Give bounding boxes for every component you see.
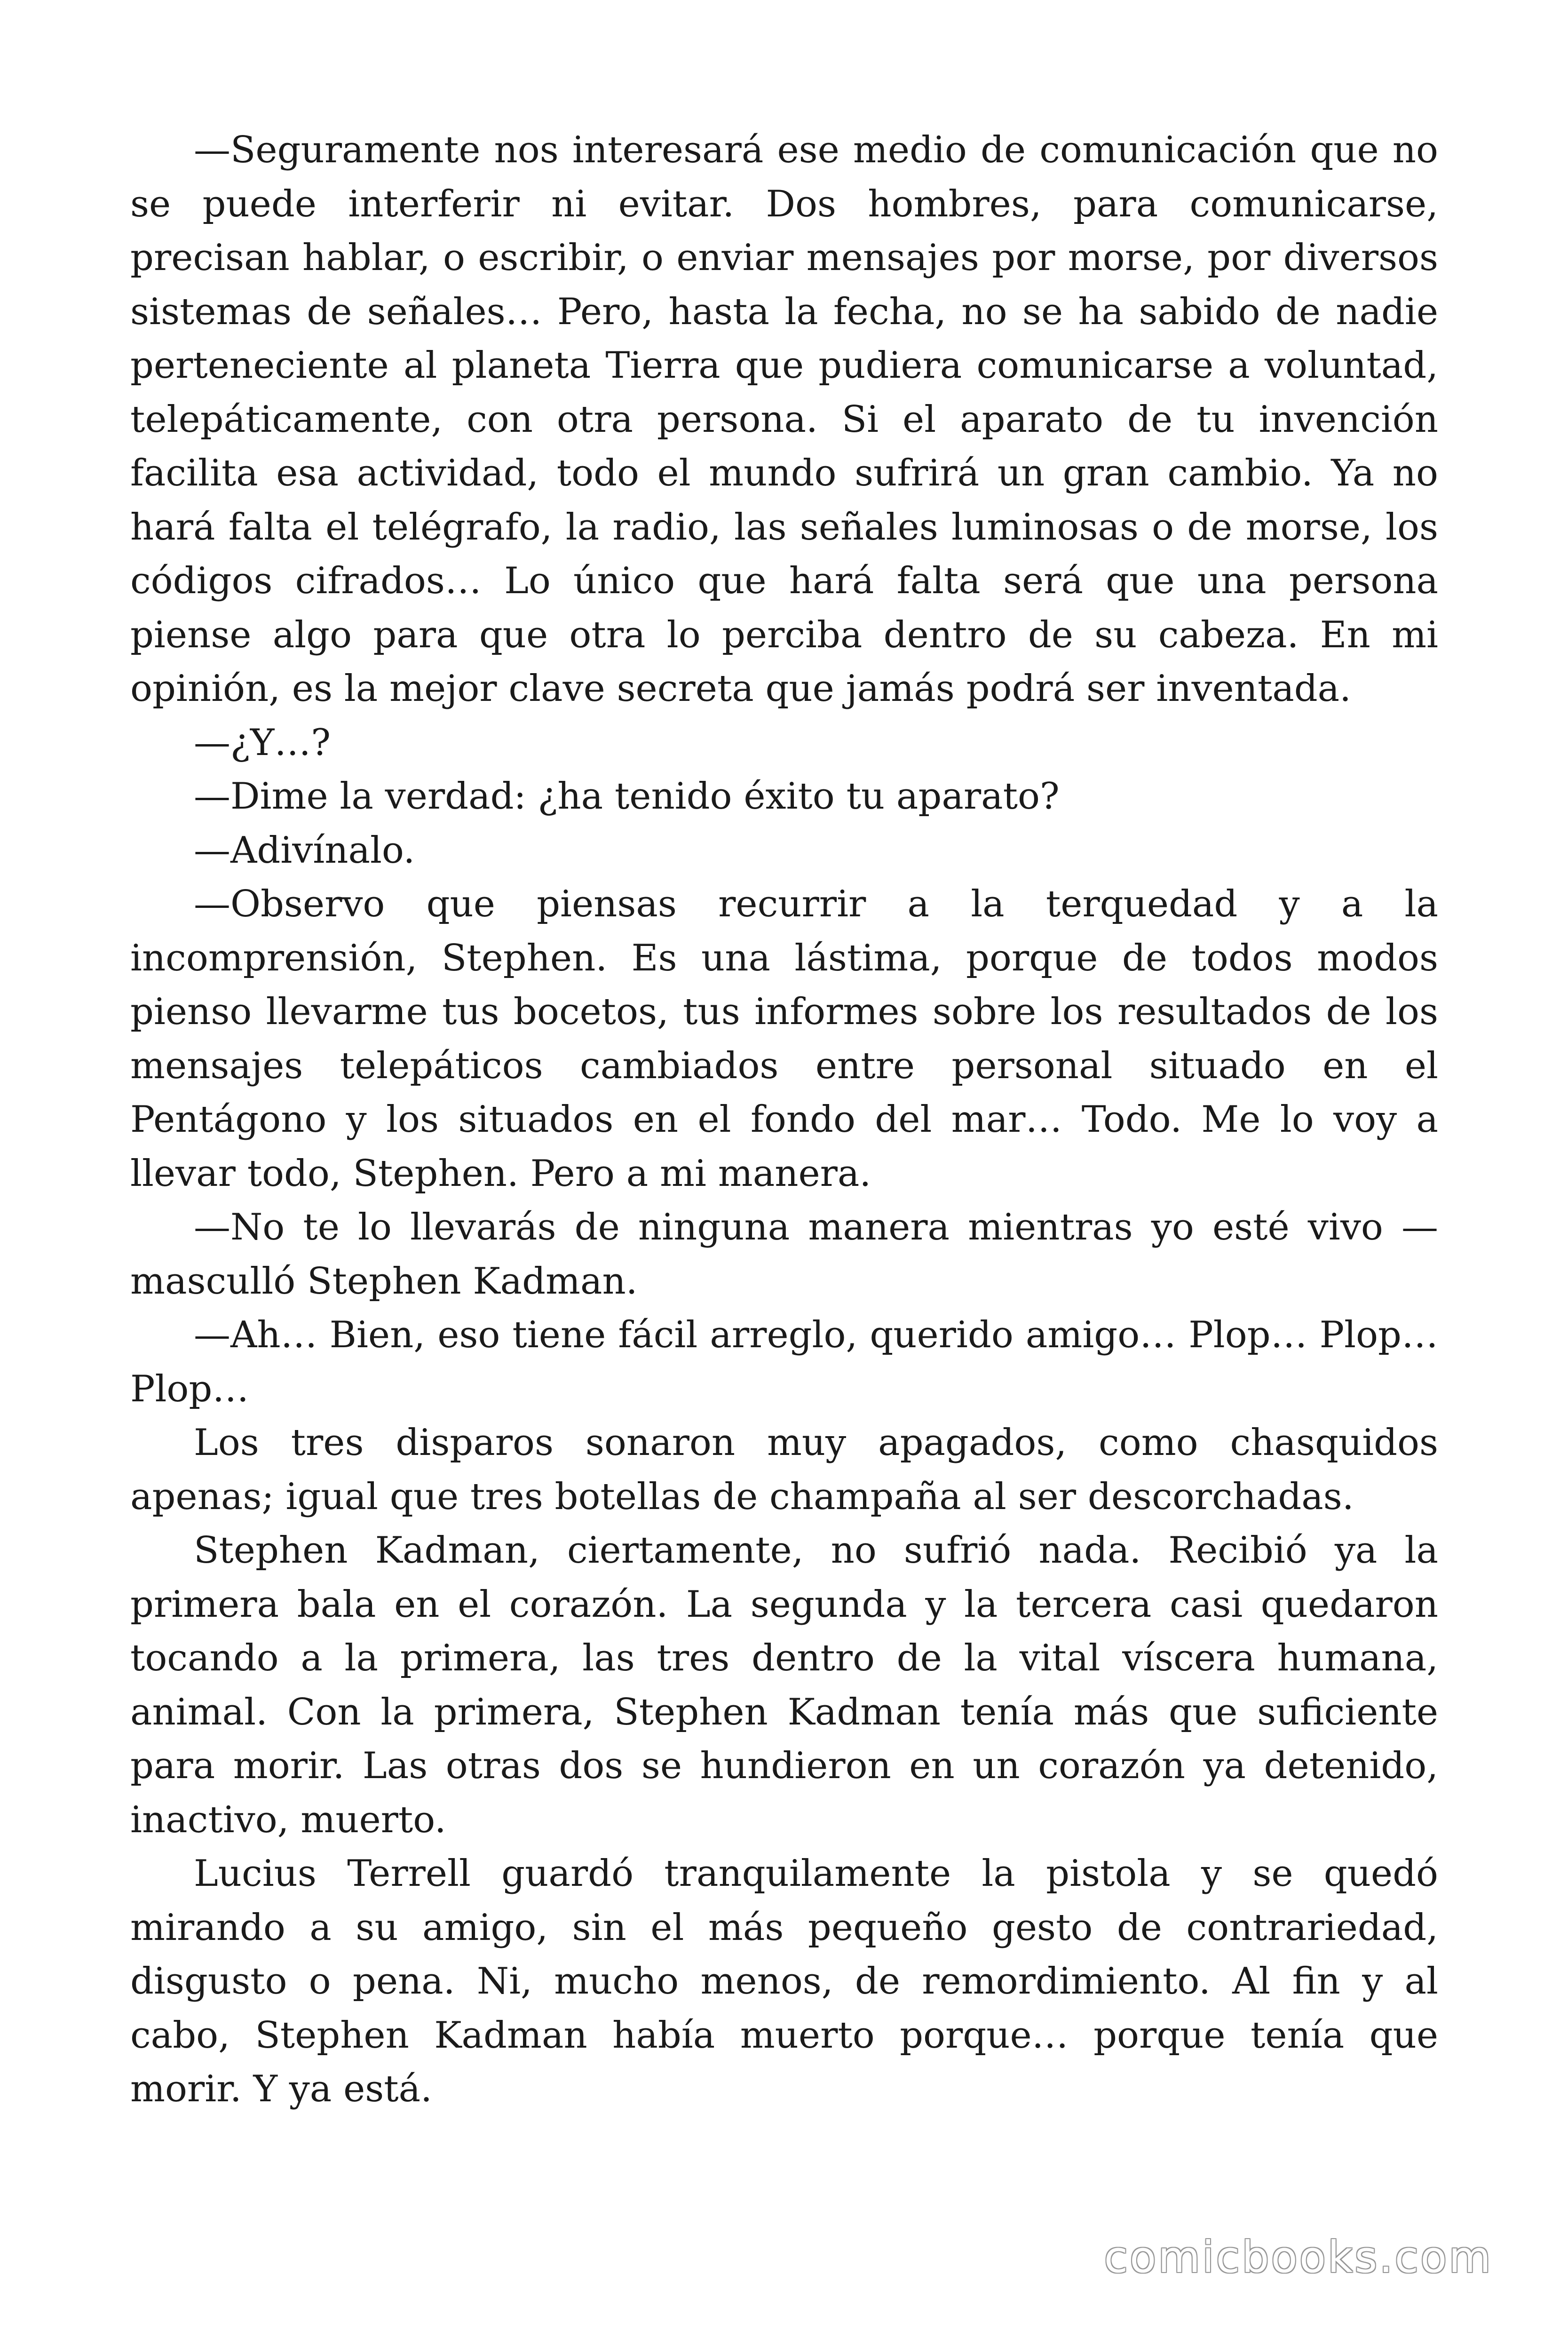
paragraph: —Observo que piensas recurrir a la terquedad y a la incomprensión, Stephen. Es una lástima, porque de todos modos pienso llevarme tus bocetos, tus informes sobre los resultados de los mensajes telepáticos cambiados entre personal situado en el Pentágono y los situados en el fondo del mar… Todo. Me lo voy a llevar todo, Stephen. Pero a mi manera.: [130, 883, 1438, 1195]
paragraph: —Dime la verdad: ¿ha tenido éxito tu aparato?: [194, 775, 1060, 818]
paragraph: —No te lo llevarás de ninguna manera mientras yo esté vivo —masculló Stephen Kadman.: [130, 1206, 1438, 1303]
book-page-body: [130, 123, 1438, 2116]
paragraph: —Adivínalo.: [194, 829, 415, 872]
paragraph: —¿Y…?: [194, 721, 331, 764]
paragraph: Stephen Kadman, ciertamente, no sufrió nada. Recibió ya la primera bala en el corazón. La segunda y la tercera casi quedaron tocando a la primera, las tres dentro de la vital víscera humana, animal. Con la primera, Stephen Kadman tenía más que suficiente para morir. Las otras dos se hundieron en un corazón ya detenido, inactivo, muerto.: [130, 1529, 1438, 1841]
paragraph: —Seguramente nos interesará ese medio de comunicación que no se puede interferir ni evitar. Dos hombres, para comunicarse, precisan hablar, o escribir, o enviar mensajes por morse, por diversos sistemas de señales… Pero, hasta la fecha, no se ha sabido de nadie perteneciente al planeta Tierra que pudiera comunicarse a voluntad, telepáticamente, con otra persona. Si el aparato de tu invención facilita esa actividad, todo el mundo sufrirá un gran cambio. Ya no hará falta el telégrafo, la radio, las señales luminosas o de morse, los códigos cifrados… Lo único que hará falta será que una persona piense algo para que otra lo perciba dentro de su cabeza. En mi opinión, es la mejor clave secreta que jamás podrá ser inventada.: [130, 129, 1438, 710]
paragraph: Los tres disparos sonaron muy apagados, como chasquidos apenas; igual que tres botellas de champaña al ser descorchadas.: [130, 1422, 1438, 1518]
paragraph: —Ah… Bien, eso tiene fácil arreglo, querido amigo… Plop… Plop… Plop…: [130, 1314, 1438, 1410]
paragraph: Lucius Terrell guardó tranquilamente la pistola y se quedó mirando a su amigo, sin el más pequeño gesto de contrariedad, disgusto o pena. Ni, mucho menos, de remordimiento. Al fin y al cabo, Stephen Kadman había muerto porque… porque tenía que morir. Y ya está.: [130, 1852, 1438, 2110]
watermark-logo: comicbooks.com: [1104, 2232, 1493, 2282]
